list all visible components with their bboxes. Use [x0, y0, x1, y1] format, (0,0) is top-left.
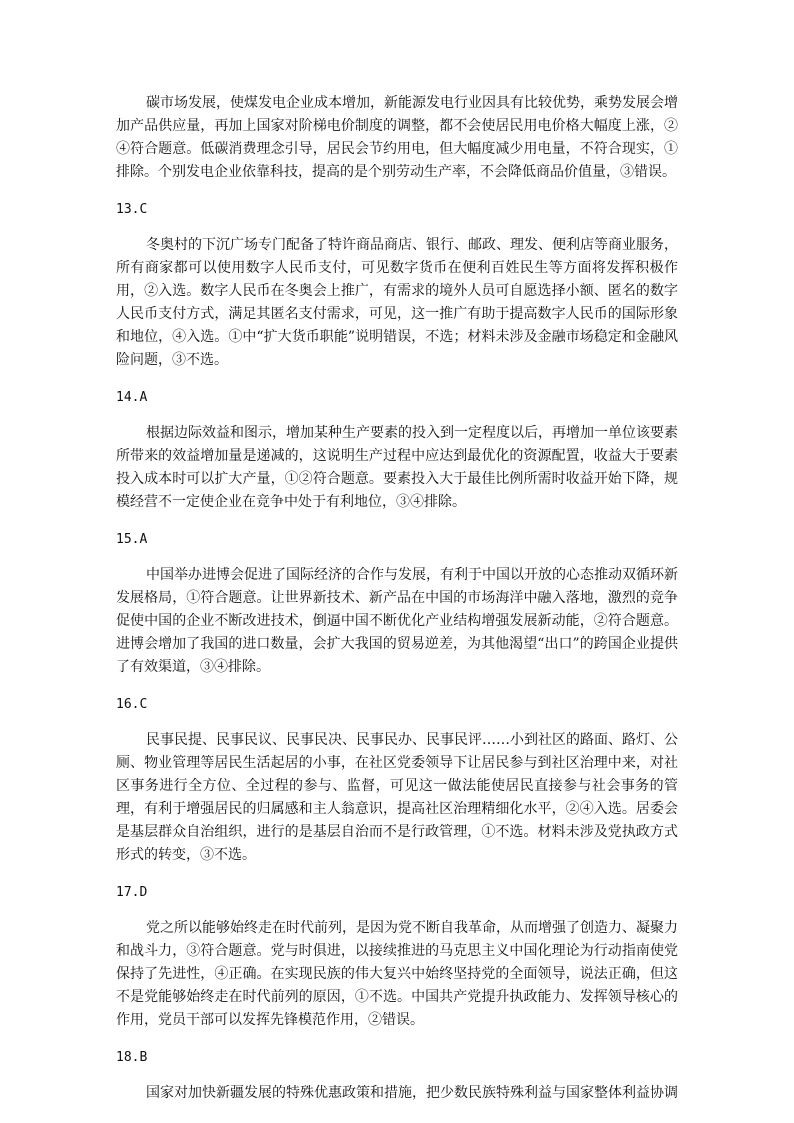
answer-label-15: 15.A [116, 532, 148, 547]
answer-explanation-15: 中国举办进博会促进了国际经济的合作与发展，有利于中国以开放的心态推动双循环新发展格局，①符合题意。让世界新技术、新产品在中国的市场海洋中融入落地，激烈的竞争促使中国的企业不断改进技术，倒逼中国不断优化产业结构增强发展新动能，②符合题意。进博会增加了我国的进口数量，会扩大我国的贸易逆差，为其他渴望“出口”的跨国企业提供了有效渠道，③④排除。 [116, 567, 678, 675]
answer-label-13: 13.C [116, 202, 148, 217]
answer-explanation-13: 冬奥村的下沉广场专门配备了特许商品商店、银行、邮政、理发、便利店等商业服务，所有商家都可以使用数字人民币支付，可见数字货币在便利百姓民生等方面将发挥积极作用，②入选。数字人民币在冬奥会上推广，有需求的境外人员可自愿选择小额、匿名的数字人民币支付方式，满足其匿名支付需求，可见，这一推广有助于提高数字人民币的国际形象和地位，④入选。①中“扩大货币职能”说明错误，不选；材料未涉及金融市场稳定和金融风险问题，③不选。 [116, 237, 678, 368]
answer-label-14: 14.A [116, 390, 148, 405]
answer-label-17: 17.D [116, 885, 148, 900]
answer-explanation-12: 碳市场发展，使煤发电企业成本增加，新能源发电行业因具有比较优势，乘势发展会增加产品供应量，再加上国家对阶梯电价制度的调整，都不会使居民用电价格大幅度上涨，②④符合题意。低碳消费理念引导，居民会节约用电，但大幅度减少用电量，不符合现实，①排除。个别发电企业依靠科技，提高的是个别劳动生产率，不会降低商品价值量，③错误。 [116, 95, 678, 180]
answer-label-16: 16.C [116, 697, 148, 712]
answer-explanation-18: 国家对加快新疆发展的特殊优惠政策和措施，把少数民族特殊利益与国家整体利益协调 [146, 1085, 678, 1101]
answer-explanation-14: 根据边际效益和图示，增加某种生产要素的投入到一定程度以后，再增加一单位该要素所带来的效益增加量是递减的，这说明生产过程中应达到最优化的资源配置，收益大于要素投入成本时可以扩大产量，①②符合题意。要素投入大于最佳比例所需时收益开始下降，规模经营不一定使企业在竞争中处于有利地位，③④排除。 [116, 425, 678, 510]
answer-explanation-17: 党之所以能够始终走在时代前列，是因为党不断自我革命，从而增强了创造力、凝聚力和战斗力，③符合题意。党与时俱进，以接续推进的马克思主义中国化理论为行动指南使党保持了先进性，④正确。在实现民族的伟大复兴中始终坚持党的全面领导，说法正确，但这不是党能够始终走在时代前列的原因，①不选。中国共产党提升执政能力、发挥领导核心的作用，党员干部可以发挥先锋模范作用，②错误。 [116, 920, 678, 1028]
answer-explanation-16: 民事民提、民事民议、民事民决、民事民办、民事民评……小到社区的路面、路灯、公厕、物业管理等居民生活起居的小事，在社区党委领导下让居民参与到社区治理中来，对社区事务进行全方位、全过程的参与、监督，可见这一做法能使居民直接参与社会事务的管理，有利于增强居民的归属感和主人翁意识，提高社区治理精细化水平，②④入选。居委会是基层群众自治组织，进行的是基层自治而不是行政管理，①不选。材料未涉及党执政方式形式的转变，③不选。 [116, 732, 678, 863]
answer-label-18: 18.B [116, 1050, 148, 1065]
